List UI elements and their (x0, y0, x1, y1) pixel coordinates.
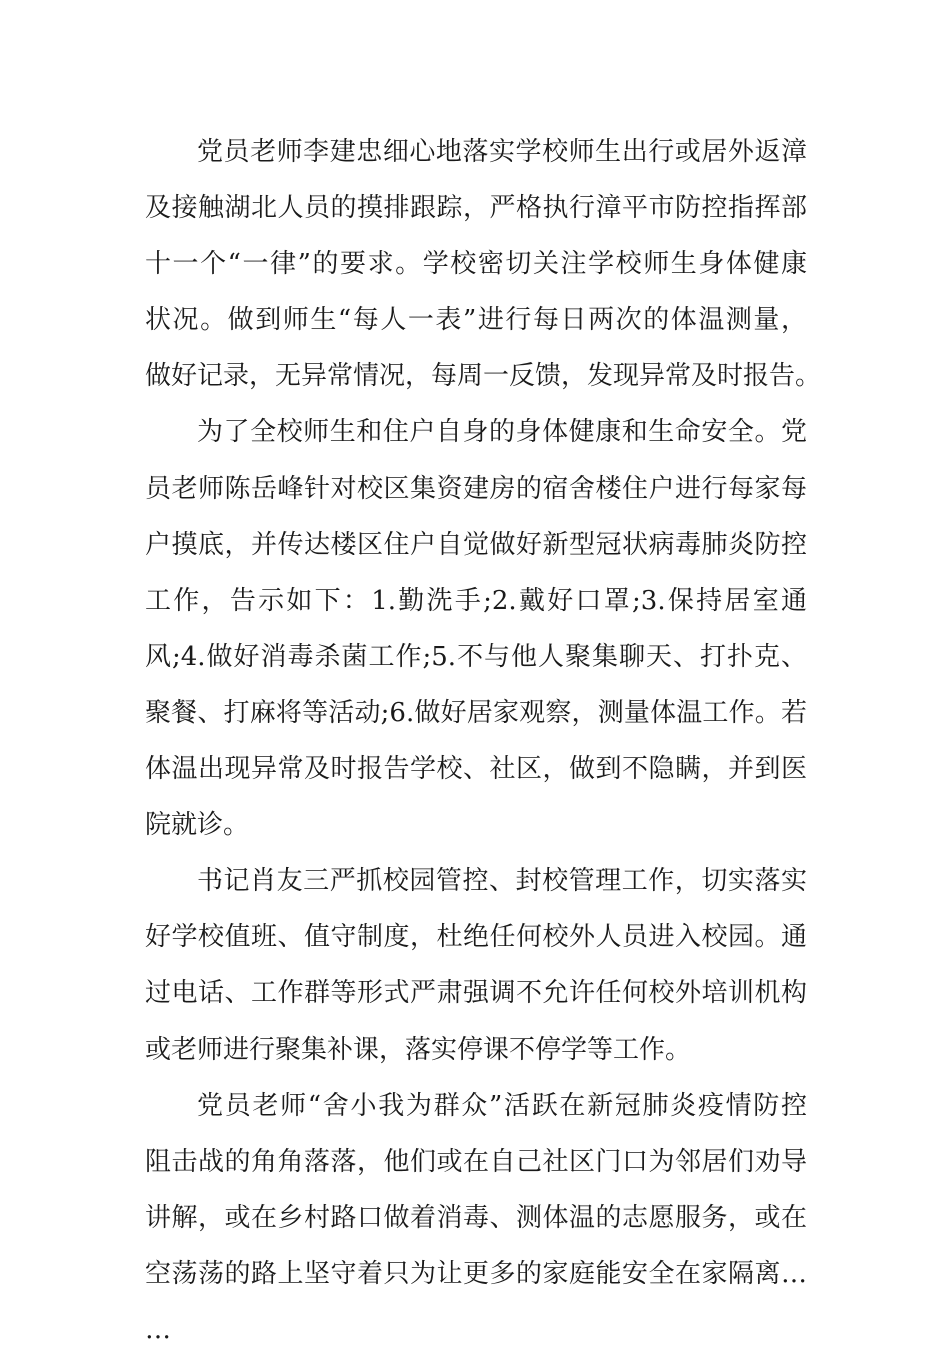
text-line: 讲解，或在乡村路口做着消毒、测体温的志愿服务，或在 (145, 1202, 807, 1233)
text-line: 风;4.做好消毒杀菌工作;5.不与他人聚集聊天、打扑克、 (145, 641, 807, 672)
text-line: 或老师进行聚集补课，落实停课不停学等工作。 (145, 1034, 692, 1065)
text-line: 过电话、工作群等形式严肃强调不允许任何校外培训机构 (145, 978, 807, 1009)
text-line: 聚餐、打麻将等活动;6.做好居家观察，测量体温工作。若 (145, 697, 807, 728)
text-line: 院就诊。 (145, 810, 250, 841)
text-line: 工作，告示如下：1.勤洗手;2.戴好口罩;3.保持居室通 (145, 585, 807, 616)
text-line: 员老师陈岳峰针对校区集资建房的宿舍楼住户进行每家每 (145, 473, 807, 504)
text-line: 为了全校师生和住户自身的身体健康和生命安全。党 (197, 417, 807, 448)
text-line: 状况。做到师生“每人一表”进行每日两次的体温测量， (145, 305, 807, 336)
text-line: 十一个“一律”的要求。学校密切关注学校师生身体健康 (145, 249, 807, 280)
text-line: 阻击战的角角落落，他们或在自己社区门口为邻居们劝导 (145, 1146, 807, 1177)
text-line: … (145, 1314, 171, 1345)
document-body (145, 124, 822, 1358)
text-line: 党员老师李建忠细心地落实学校师生出行或居外返漳 (197, 137, 807, 167)
text-line: 书记肖友三严抓校园管控、封校管理工作，切实落实 (197, 866, 807, 897)
text-line: 好学校值班、值守制度，杜绝任何校外人员进入校园。通 (145, 922, 807, 953)
text-line: 户摸底，并传达楼区住户自觉做好新型冠状病毒肺炎防控 (145, 529, 807, 560)
text-line: 及接触湖北人员的摸排跟踪，严格执行漳平市防控指挥部 (145, 193, 807, 224)
text-line: 做好记录，无异常情况，每周一反馈，发现异常及时报告。 (145, 361, 822, 392)
text-line: 空荡荡的路上坚守着只为让更多的家庭能安全在家隔离… (145, 1258, 807, 1289)
text-line: 党员老师“舍小我为群众”活跃在新冠肺炎疫情防控 (197, 1090, 807, 1121)
text-line: 体温出现异常及时报告学校、社区，做到不隐瞒，并到医 (145, 754, 807, 785)
